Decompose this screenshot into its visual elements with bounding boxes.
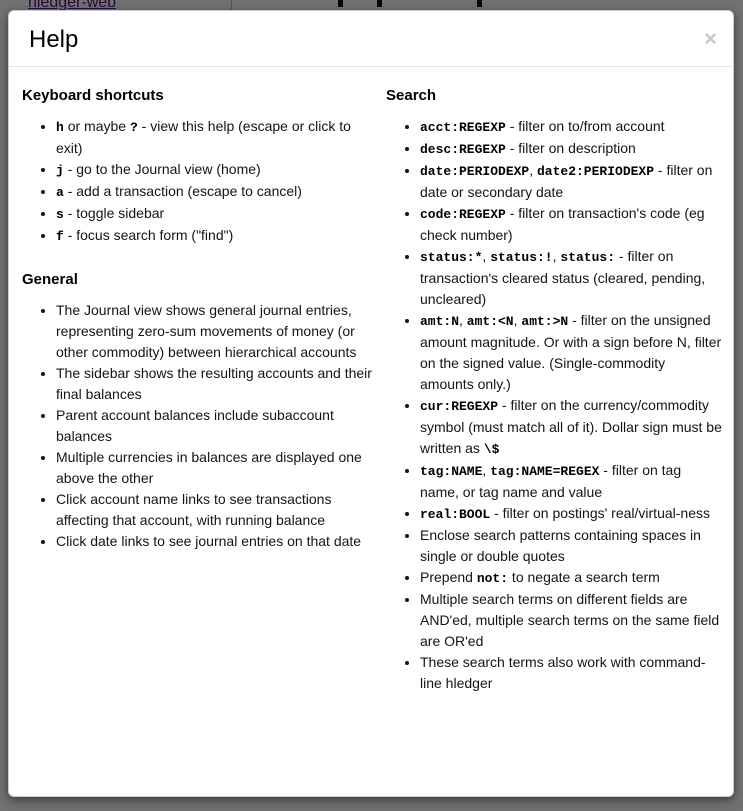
code-term: a xyxy=(56,185,64,200)
code-term: tag:NAME=REGEX xyxy=(490,464,600,479)
section-heading: Keyboard shortcuts xyxy=(22,87,164,104)
help-list xyxy=(386,116,722,694)
list-item: • The Journal view shows general journal entries, representing zero-sum movements of money (or other commodity) between hierarchical accounts xyxy=(56,300,374,363)
section-heading: Search xyxy=(386,87,437,104)
code-term: real:BOOL xyxy=(420,507,491,522)
code-term: \$ xyxy=(483,442,500,457)
code-term: h xyxy=(56,120,64,135)
list-item: • desc:REGEXP - filter on description xyxy=(420,138,722,160)
modal-title: Help xyxy=(29,26,79,53)
list-item: • Enclose search patterns containing spaces in single or double quotes xyxy=(420,525,722,567)
code-term: tag:NAME xyxy=(420,464,483,479)
column-search xyxy=(386,87,729,704)
code-term: status: xyxy=(560,250,616,265)
help-list xyxy=(22,300,374,552)
list-item: • These search terms also work with command-line hledger xyxy=(420,652,722,694)
list-item: • acct:REGEXP - filter on to/from account xyxy=(420,116,722,138)
help-modal xyxy=(8,10,734,797)
list-item: • date:PERIODEXP, date2:PERIODEXP - filter on date or secondary date xyxy=(420,160,722,203)
list-item: • Prepend not: to negate a search term xyxy=(420,567,722,589)
code-term: status:* xyxy=(420,250,483,265)
help-list xyxy=(22,116,374,247)
list-item: • j - go to the Journal view (home) xyxy=(56,159,374,181)
section-heading: General xyxy=(22,271,78,288)
list-item: • real:BOOL - filter on postings' real/virtual-ness xyxy=(420,503,722,525)
list-item: • f - focus search form ("find") xyxy=(56,225,374,247)
list-item: • s - toggle sidebar xyxy=(56,203,374,225)
list-item: • Click date links to see journal entries on that date xyxy=(56,531,374,552)
code-term: not: xyxy=(476,571,509,586)
list-item: • Click account name links to see transactions affecting that account, with running balance xyxy=(56,489,374,531)
code-term: status:! xyxy=(490,250,553,265)
list-item: • h or maybe ? - view this help (escape or click to exit) xyxy=(56,116,374,159)
code-term: amt:N xyxy=(420,314,460,329)
list-item: • amt:N, amt:<N, amt:>N - filter on the unsigned amount magnitude. Or with a sign before N, filter on the signed value. (Single-commodity amounts only.) xyxy=(420,310,722,395)
list-item: • Multiple currencies in balances are displayed one above the other xyxy=(56,447,374,489)
list-item: • tag:NAME, tag:NAME=REGEX - filter on tag name, or tag name and value xyxy=(420,460,722,503)
code-term: amt:>N xyxy=(521,314,569,329)
code-term: j xyxy=(56,163,64,178)
code-term: acct:REGEXP xyxy=(420,120,506,135)
modal-header xyxy=(9,11,733,67)
code-term: code:REGEXP xyxy=(420,207,506,222)
code-term: ? xyxy=(129,120,138,135)
close-icon[interactable]: × xyxy=(704,26,717,51)
code-term: cur:REGEXP xyxy=(420,399,499,414)
code-term: date2:PERIODEXP xyxy=(537,164,655,179)
list-item: • Multiple search terms on different fields are AND'ed, multiple search terms on the same field are OR'ed xyxy=(420,589,722,652)
code-term: amt:<N xyxy=(466,314,514,329)
list-item: • a - add a transaction (escape to cancel) xyxy=(56,181,374,203)
column-keyboard-general xyxy=(22,87,374,704)
list-item: • cur:REGEXP - filter on the currency/commodity symbol (must match all of it). Dollar sign must be written as \$ xyxy=(420,395,722,460)
list-item: • status:*, status:!, status: - filter on transaction's cleared status (cleared, pending, uncleared) xyxy=(420,246,722,310)
list-item: • Parent account balances include subaccount balances xyxy=(56,405,374,447)
code-term: date:PERIODEXP xyxy=(420,164,530,179)
list-item: • The sidebar shows the resulting accounts and their final balances xyxy=(56,363,374,405)
code-term: s xyxy=(56,207,64,222)
list-item: • code:REGEXP - filter on transaction's code (eg check number) xyxy=(420,203,722,246)
modal-body xyxy=(9,67,733,724)
code-term: desc:REGEXP xyxy=(420,142,506,157)
code-term: f xyxy=(56,229,64,244)
